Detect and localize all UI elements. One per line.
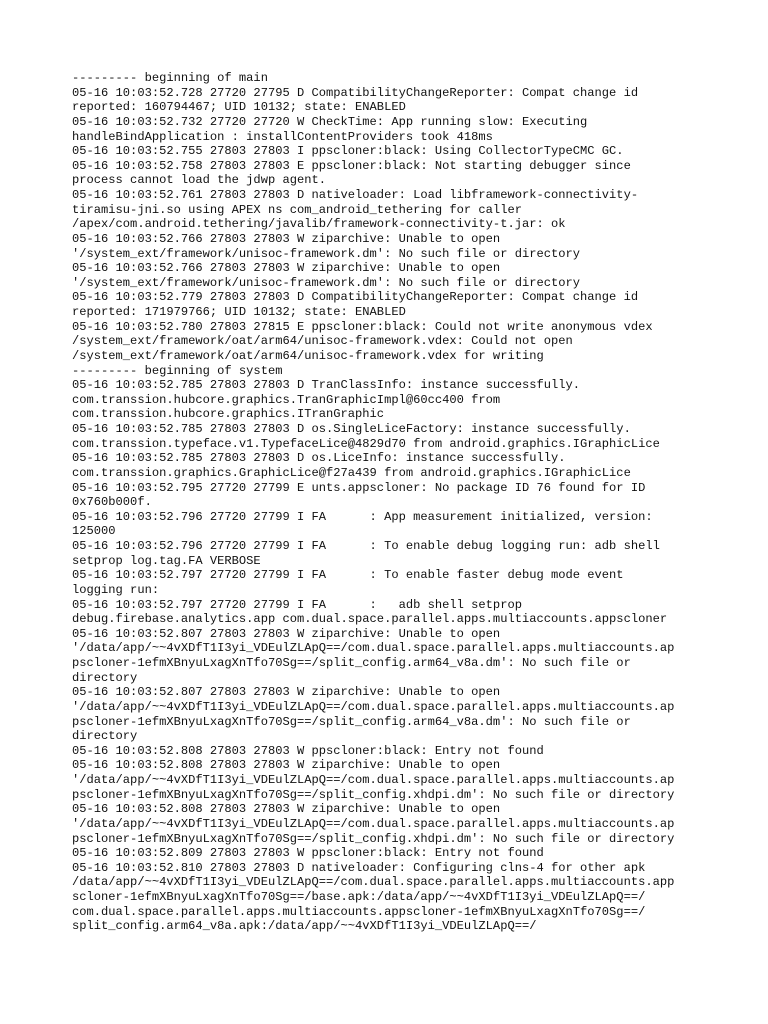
log-line: pscloner-1efmXBnyuLxagXnTfo70Sg==/split_config.arm64_v8a.dm': No such file or [72, 714, 631, 729]
log-line: 05-16 10:03:52.780 27803 27815 E ppscloner:black: Could not write anonymous vdex [72, 319, 653, 334]
log-line: 05-16 10:03:52.766 27803 27803 W ziparchive: Unable to open [72, 261, 501, 276]
log-line: /system_ext/framework/oat/arm64/unisoc-framework.vdex: Could not open [72, 334, 573, 349]
log-line: 05-16 10:03:52.807 27803 27803 W ziparchive: Unable to open [72, 626, 501, 641]
log-line: /apex/com.android.tethering/javalib/framework-connectivity-t.jar: ok [72, 217, 566, 232]
log-line: 05-16 10:03:52.809 27803 27803 W ppscloner:black: Entry not found [72, 846, 544, 861]
log-line: 05-16 10:03:52.779 27803 27803 D CompatibilityChangeReporter: Compat change id [72, 290, 639, 305]
log-line: 05-16 10:03:52.785 27803 27803 D os.SingleLiceFactory: instance successfully. [72, 422, 631, 436]
log-line: 05-16 10:03:52.796 27720 27799 I FA : To enable debug logging run: adb shell [72, 539, 660, 553]
log-line: /system_ext/framework/oat/arm64/unisoc-framework.vdex for writing [72, 348, 544, 363]
log-line: 05-16 10:03:52.766 27803 27803 W ziparchive: Unable to open [72, 231, 501, 246]
log-line: logging run: [72, 582, 160, 597]
log-line: com.transsion.graphics.GraphicLice@f27a439 from android.graphics.IGraphicLice [72, 465, 631, 480]
log-line: 05-16 10:03:52.808 27803 27803 W ziparchive: Unable to open [72, 758, 501, 773]
log-line: pscloner-1efmXBnyuLxagXnTfo70Sg==/split_config.xhdpi.dm': No such file or directory [72, 831, 675, 846]
log-line: 05-16 10:03:52.808 27803 27803 W ziparchive: Unable to open [72, 802, 501, 817]
log-line: directory [72, 670, 138, 685]
log-line: 05-16 10:03:52.732 27720 27720 W CheckTime: App running slow: Executing [72, 114, 588, 129]
log-line: '/data/app/~~4vXDfT1I3yi_VDEulZLApQ==/com.dual.space.parallel.apps.multiaccounts.ap [72, 699, 675, 714]
log-line: 125000 [72, 524, 116, 539]
log-line: split_config.arm64_v8a.apk:/data/app/~~4vXDfT1I3yi_VDEulZLApQ==/ [72, 919, 537, 934]
log-line: reported: 171979766; UID 10132; state: ENABLED [72, 305, 406, 319]
log-line: com.transsion.typeface.v1.TypefaceLice@4829d70 from android.graphics.IGraphicLice [72, 436, 660, 451]
log-line: 0x760b000f. [72, 495, 152, 510]
log-line: tiramisu-jni.so using APEX ns com_android_tethering for caller [72, 202, 522, 217]
log-line: --------- beginning of main [72, 71, 268, 85]
log-line: pscloner-1efmXBnyuLxagXnTfo70Sg==/split_config.arm64_v8a.dm': No such file or [72, 656, 631, 670]
log-line: reported: 160794467; UID 10132; state: ENABLED [72, 100, 406, 115]
log-line: 05-16 10:03:52.797 27720 27799 I FA : To enable faster debug mode event [72, 568, 624, 583]
log-line: 05-16 10:03:52.797 27720 27799 I FA : adb shell setprop [72, 597, 522, 612]
log-line: 05-16 10:03:52.796 27720 27799 I FA : App measurement initialized, version: [72, 509, 653, 524]
log-line: /data/app/~~4vXDfT1I3yi_VDEulZLApQ==/com.dual.space.parallel.apps.multiaccounts.app [72, 875, 675, 890]
log-line: '/system_ext/framework/unisoc-framework.dm': No such file or directory [72, 275, 581, 290]
log-line: com.transsion.hubcore.graphics.ITranGraphic [72, 407, 385, 422]
log-line: 05-16 10:03:52.728 27720 27795 D CompatibilityChangeReporter: Compat change id [72, 85, 639, 100]
log-line: com.transsion.hubcore.graphics.TranGraphicImpl@60cc400 from [72, 392, 501, 407]
log-line: process cannot load the jdwp agent. [72, 173, 327, 188]
log-line: 05-16 10:03:52.807 27803 27803 W ziparchive: Unable to open [72, 685, 501, 700]
log-line: --------- beginning of system [72, 363, 283, 378]
log-line: 05-16 10:03:52.761 27803 27803 D nativeloader: Load libframework-connectivity- [72, 188, 639, 202]
log-line: directory [72, 729, 138, 744]
log-line: handleBindApplication : installContentProviders took 418ms [72, 129, 493, 144]
log-line: 05-16 10:03:52.785 27803 27803 D TranClassInfo: instance successfully. [72, 378, 581, 393]
log-line: 05-16 10:03:52.758 27803 27803 E ppscloner:black: Not starting debugger since [72, 158, 631, 173]
log-line: '/data/app/~~4vXDfT1I3yi_VDEulZLApQ==/com.dual.space.parallel.apps.multiaccounts.ap [72, 641, 675, 656]
log-line: com.dual.space.parallel.apps.multiaccounts.appscloner-1efmXBnyuLxagXnTfo70Sg==/ [72, 904, 646, 919]
log-line: 05-16 10:03:52.795 27720 27799 E unts.appscloner: No package ID 76 found for ID [72, 480, 646, 495]
log-line: '/data/app/~~4vXDfT1I3yi_VDEulZLApQ==/com.dual.space.parallel.apps.multiaccounts.ap [72, 773, 675, 787]
log-line: '/system_ext/framework/unisoc-framework.dm': No such file or directory [72, 246, 581, 261]
log-line: scloner-1efmXBnyuLxagXnTfo70Sg==/base.apk:/data/app/~~4vXDfT1I3yi_VDEulZLApQ==/ [72, 890, 646, 904]
log-line: pscloner-1efmXBnyuLxagXnTfo70Sg==/split_config.xhdpi.dm': No such file or directory [72, 787, 675, 802]
log-line: 05-16 10:03:52.808 27803 27803 W ppscloner:black: Entry not found [72, 743, 544, 758]
log-output [72, 71, 700, 934]
log-line: '/data/app/~~4vXDfT1I3yi_VDEulZLApQ==/com.dual.space.parallel.apps.multiaccounts.ap [72, 816, 675, 831]
log-line: setprop log.tag.FA VERBOSE [72, 553, 261, 568]
log-line: debug.firebase.analytics.app com.dual.space.parallel.apps.multiaccounts.appscloner [72, 612, 668, 627]
log-line: 05-16 10:03:52.755 27803 27803 I ppscloner:black: Using CollectorTypeCMC GC. [72, 144, 624, 159]
log-line: 05-16 10:03:52.785 27803 27803 D os.LiceInfo: instance successfully. [72, 451, 566, 466]
log-line: 05-16 10:03:52.810 27803 27803 D nativeloader: Configuring clns-4 for other apk [72, 860, 646, 875]
